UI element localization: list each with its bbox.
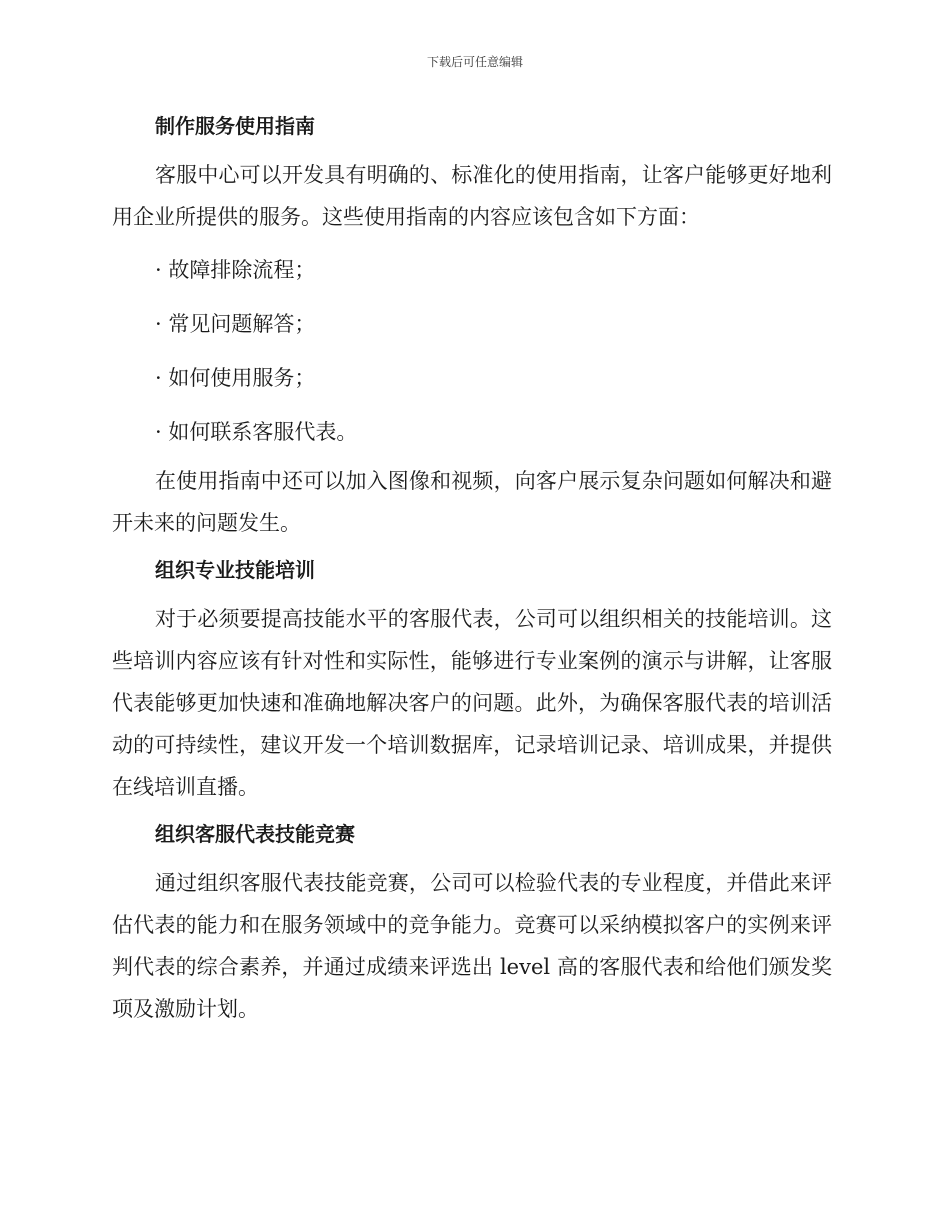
paragraph: 对于必须要提高技能水平的客服代表，公司可以组织相关的技能培训。这些培训内容应该有针对性和实际性，能够进行专业案例的演示与讲解，让客服代表能够更加快速和准确地解决客户的问题。此外，为确保客服代表的培训活动的可持续性，建议开发一个培训数据库，记录培训记录、培训成果，并提供在线培训直播。 [112,607,832,799]
page-header: 下载后可任意编辑 [426,55,523,69]
paragraph: 在使用指南中还可以加入图像和视频，向客户展示复杂问题如何解决和避开未来的问题发生。 [112,469,832,535]
paragraph: 客服中心可以开发具有明确的、标准化的使用指南，让客户能够更好地利用企业所提供的服务。这些使用指南的内容应该包含如下方面： [112,163,832,229]
bullet-item: · 如何使用服务； [155,366,316,390]
paragraph: 通过组织客服代表技能竞赛，公司可以检验代表的专业程度，并借此来评估代表的能力和在服务领域中的竞争能力。竞赛可以采纳模拟客户的实例来评判代表的综合素养，并通过成绩来评选出 level 高的客服代表和给他们颁发奖项及激励计划。 [112,871,832,1021]
bullet-item: · 故障排除流程； [155,258,316,282]
bullet-item: · 如何联系客服代表。 [155,420,358,444]
section-heading: 组织客服代表技能竞赛 [155,822,355,846]
section-skill-training [112,552,832,808]
document-body [112,108,832,1030]
bullet-item: · 常见问题解答； [155,312,316,336]
section-heading: 组织专业技能培训 [155,558,315,582]
section-service-guide [112,108,832,544]
section-heading: 制作服务使用指南 [155,114,315,138]
section-skill-competition [112,816,832,1030]
